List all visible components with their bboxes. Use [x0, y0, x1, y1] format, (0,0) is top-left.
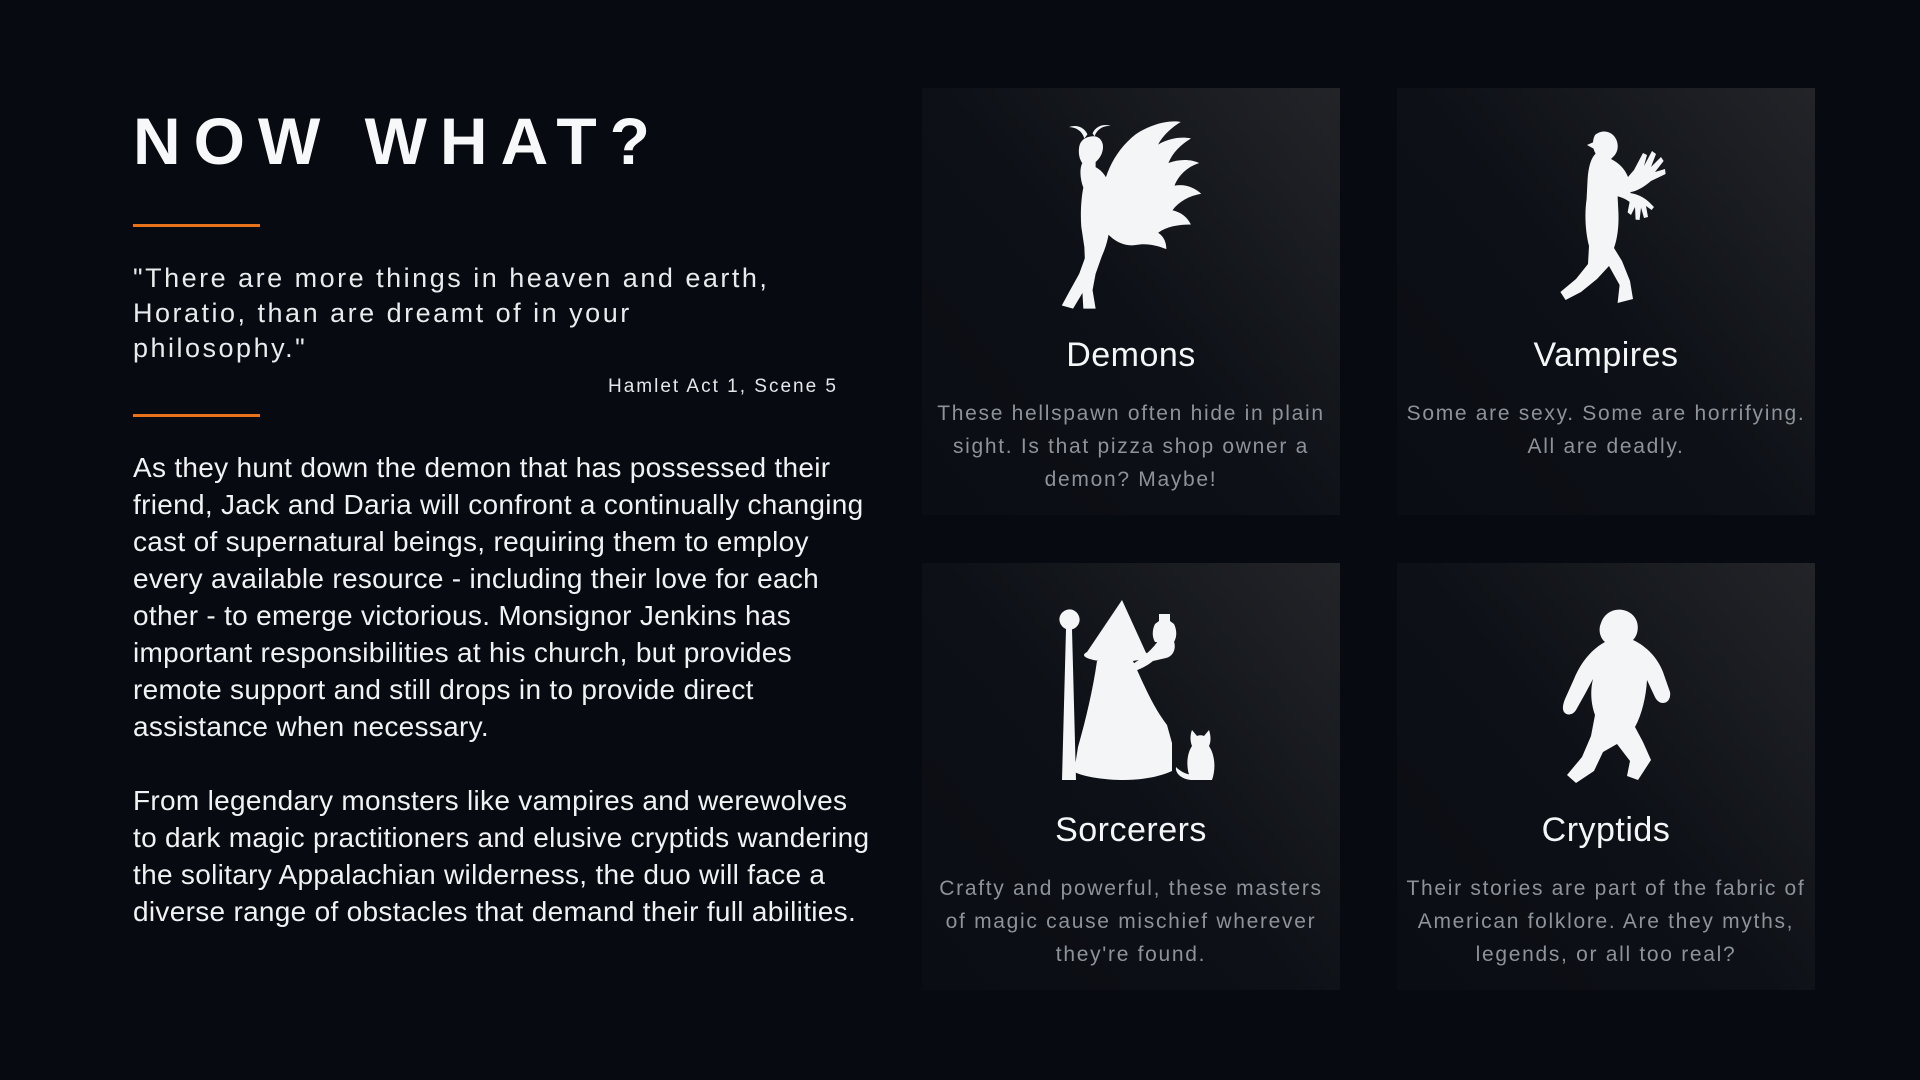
hamlet-quote-block	[133, 261, 838, 398]
accent-divider-top	[133, 224, 260, 227]
synopsis-paragraph-2: From legendary monsters like vampires and werewolves to dark magic practitioners and elusive cryptids wandering the solitary Appalachian wilderness, the duo will face a diverse range of obstacles that demand their full abilities.	[133, 785, 870, 927]
page-title: NOW WHAT?	[133, 104, 663, 178]
card-demons-icon-area	[1029, 112, 1234, 332]
card-title-vampires: Vampires	[1533, 336, 1679, 374]
card-sorcerers-icon-area	[1031, 587, 1231, 807]
creature-card-grid	[922, 88, 1815, 990]
quote-attribution: Hamlet Act 1, Scene 5	[608, 376, 838, 397]
card-description-sorcerers: Crafty and powerful, these masters of magic cause mischief wherever they're found.	[939, 877, 1323, 966]
sorcerer-icon	[1031, 597, 1231, 797]
hamlet-quote: "There are more things in heaven and earth, Horatio, than are dreamt of in your philosophy."	[133, 263, 770, 363]
card-sorcerers	[922, 563, 1340, 990]
cryptid-icon	[1506, 597, 1706, 797]
card-description-cryptids: Their stories are part of the fabric of American folklore. Are they myths, legends, or all too real?	[1406, 877, 1806, 966]
card-description-vampires: Some are sexy. Some are horrifying. All are deadly.	[1406, 402, 1806, 458]
card-title-demons: Demons	[1066, 336, 1196, 374]
card-title-cryptids: Cryptids	[1541, 811, 1671, 849]
demon-icon	[1029, 120, 1234, 325]
synopsis-text	[133, 449, 878, 930]
synopsis-paragraph-1: As they hunt down the demon that has possessed their friend, Jack and Daria will confront a continually changing cast of supernatural beings, requiring them to employ every available resource - including their love for each other - to emerge victorious. Monsignor Jenkins has important responsibilities at his church, but provides remote support and still drops in to provide direct assistance when necessary.	[133, 452, 864, 742]
intro-column	[133, 104, 893, 930]
card-cryptids	[1397, 563, 1815, 990]
card-vampires	[1397, 88, 1815, 515]
accent-divider-bottom	[133, 414, 260, 417]
card-vampires-icon-area	[1506, 112, 1706, 332]
card-description-demons: These hellspawn often hide in plain sight. Is that pizza shop owner a demon? Maybe!	[937, 402, 1325, 491]
card-title-sorcerers: Sorcerers	[1055, 811, 1207, 849]
card-demons	[922, 88, 1340, 515]
vampire-icon	[1506, 122, 1706, 322]
card-cryptids-icon-area	[1506, 587, 1706, 807]
